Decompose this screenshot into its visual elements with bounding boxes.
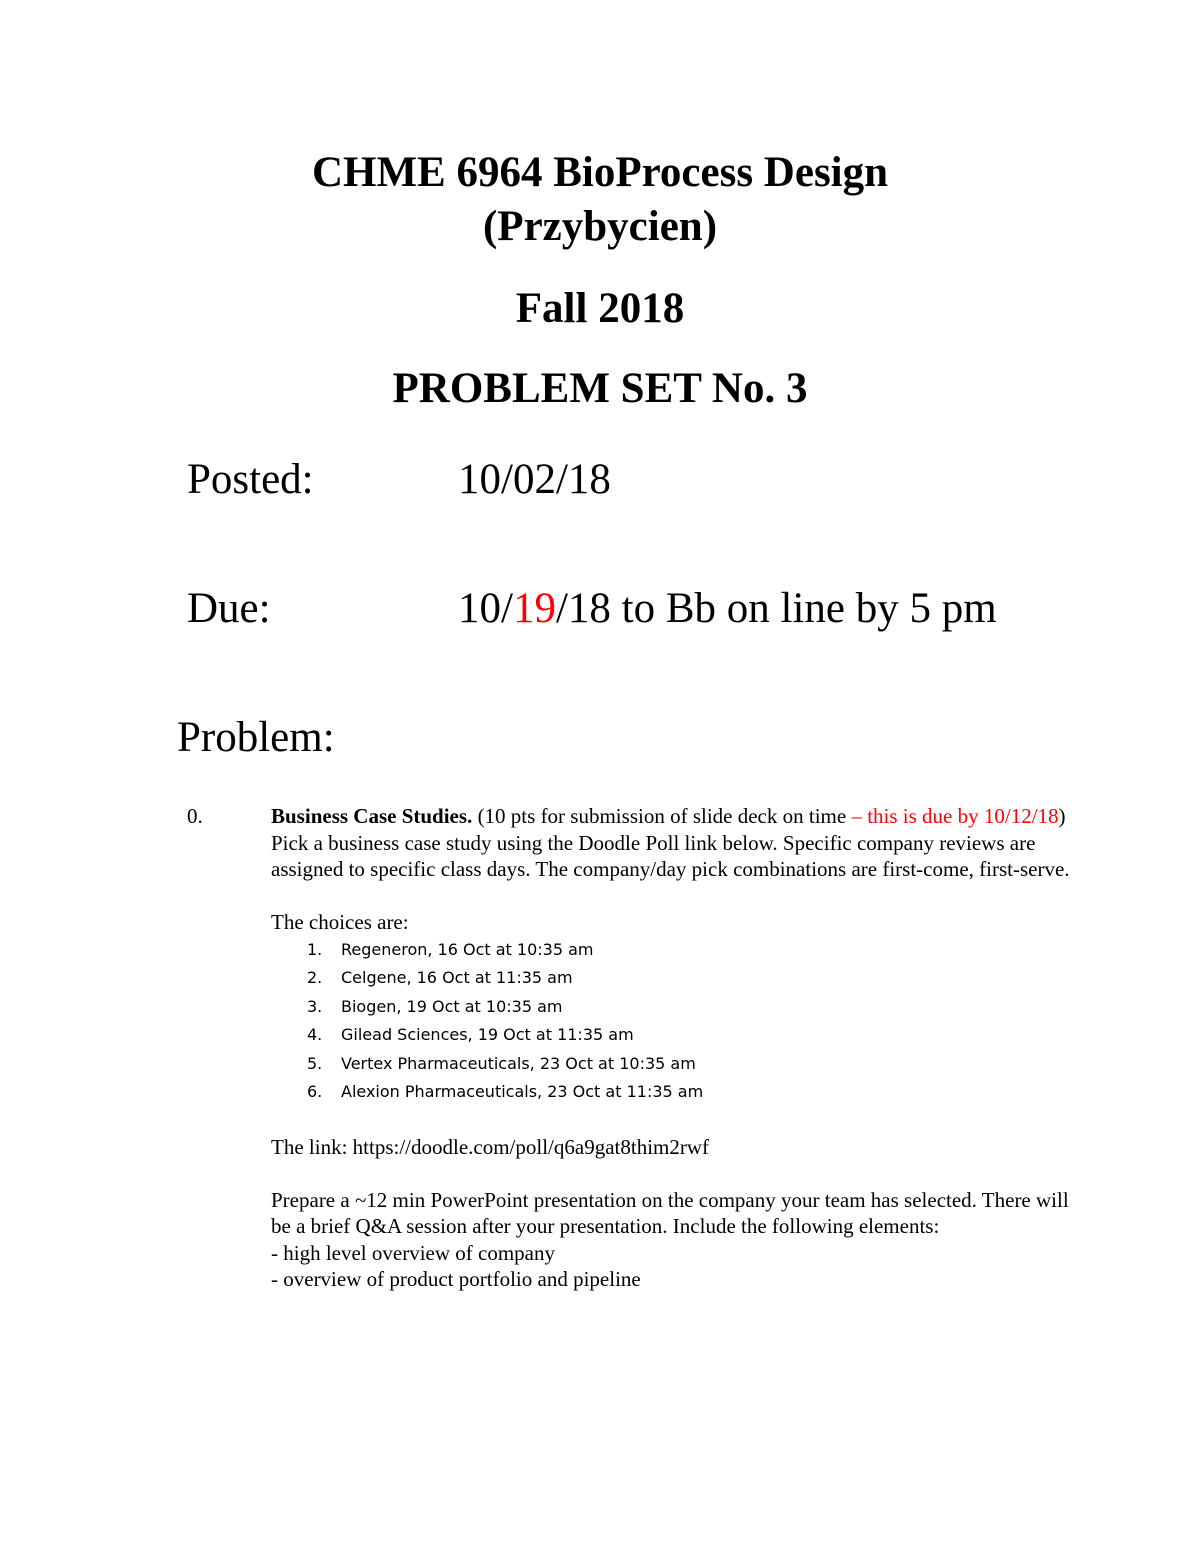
list-item <box>271 936 1071 965</box>
term-heading: Fall 2018 <box>515 285 685 332</box>
list-item-number: 5. <box>307 1053 323 1073</box>
list-item-number: 2. <box>307 968 323 988</box>
due-date <box>458 582 997 636</box>
bullet-item: - high level overview of company <box>271 1240 555 1265</box>
list-item-number: 4. <box>307 1025 323 1045</box>
problem-body <box>271 803 1071 1293</box>
course-title-line2: (Przybycien) <box>482 203 718 250</box>
course-title <box>0 146 1200 254</box>
list-item <box>271 964 1071 993</box>
list-item-text: Alexion Pharmaceuticals, 23 Oct at 11:35 am <box>341 1082 704 1102</box>
due-date-highlight: 19 <box>512 585 556 632</box>
choices-label: The choices are: <box>271 910 409 934</box>
problem-number: 0. <box>187 804 203 828</box>
posted-date: 10/02/18 <box>458 456 611 503</box>
list-item-text: Gilead Sciences, 19 Oct at 11:35 am <box>341 1025 634 1045</box>
due-date-suffix: /18 to Bb on line by 5 pm <box>555 585 997 632</box>
list-item <box>271 993 1071 1022</box>
list-item-text: Regeneron, 16 Oct at 10:35 am <box>341 939 594 959</box>
list-item-number: 3. <box>307 996 323 1016</box>
problem-title: Business Case Studies. <box>271 804 473 828</box>
list-item-number: 6. <box>307 1082 323 1102</box>
course-title-line1: CHME 6964 BioProcess Design <box>311 149 889 196</box>
due-label: Due: <box>187 585 271 632</box>
list-item-text: Biogen, 19 Oct at 10:35 am <box>341 996 563 1016</box>
list-item-text: Celgene, 16 Oct at 11:35 am <box>341 968 573 988</box>
list-item-number: 1. <box>307 939 323 959</box>
posted-label: Posted: <box>187 456 314 503</box>
problem-intro-text: (10 pts for submission of slide deck on time <box>472 804 852 828</box>
presentation-instructions: Prepare a ~12 min PowerPoint presentation on the company your team has selected. There will be a brief Q&A session after your presentation. Include the following elements: <box>271 1187 1069 1239</box>
due-note: – this is due by 10/12/18 <box>851 804 1059 828</box>
doodle-link[interactable]: The link: https://doodle.com/poll/q6a9gat8thim2rwf <box>271 1134 710 1159</box>
list-item <box>271 1050 1071 1079</box>
list-item <box>271 1078 1071 1107</box>
list-item-text: Vertex Pharmaceuticals, 23 Oct at 10:35 am <box>341 1053 696 1073</box>
bullet-item: - overview of product portfolio and pipeline <box>271 1267 641 1292</box>
problem-intro-rest: ) Pick a business case study using the Doodle Poll link below. Specific company reviews are assigned to specific class days. The company/day pick combinations are first-come, first-serve. <box>271 804 1070 881</box>
due-date-prefix: 10/ <box>458 585 513 632</box>
problem-heading: Problem: <box>177 714 335 761</box>
problem-intro <box>271 803 1071 883</box>
choices-list <box>271 936 1071 1108</box>
problem-set-heading: PROBLEM SET No. 3 <box>392 365 808 412</box>
list-item <box>271 1021 1071 1050</box>
